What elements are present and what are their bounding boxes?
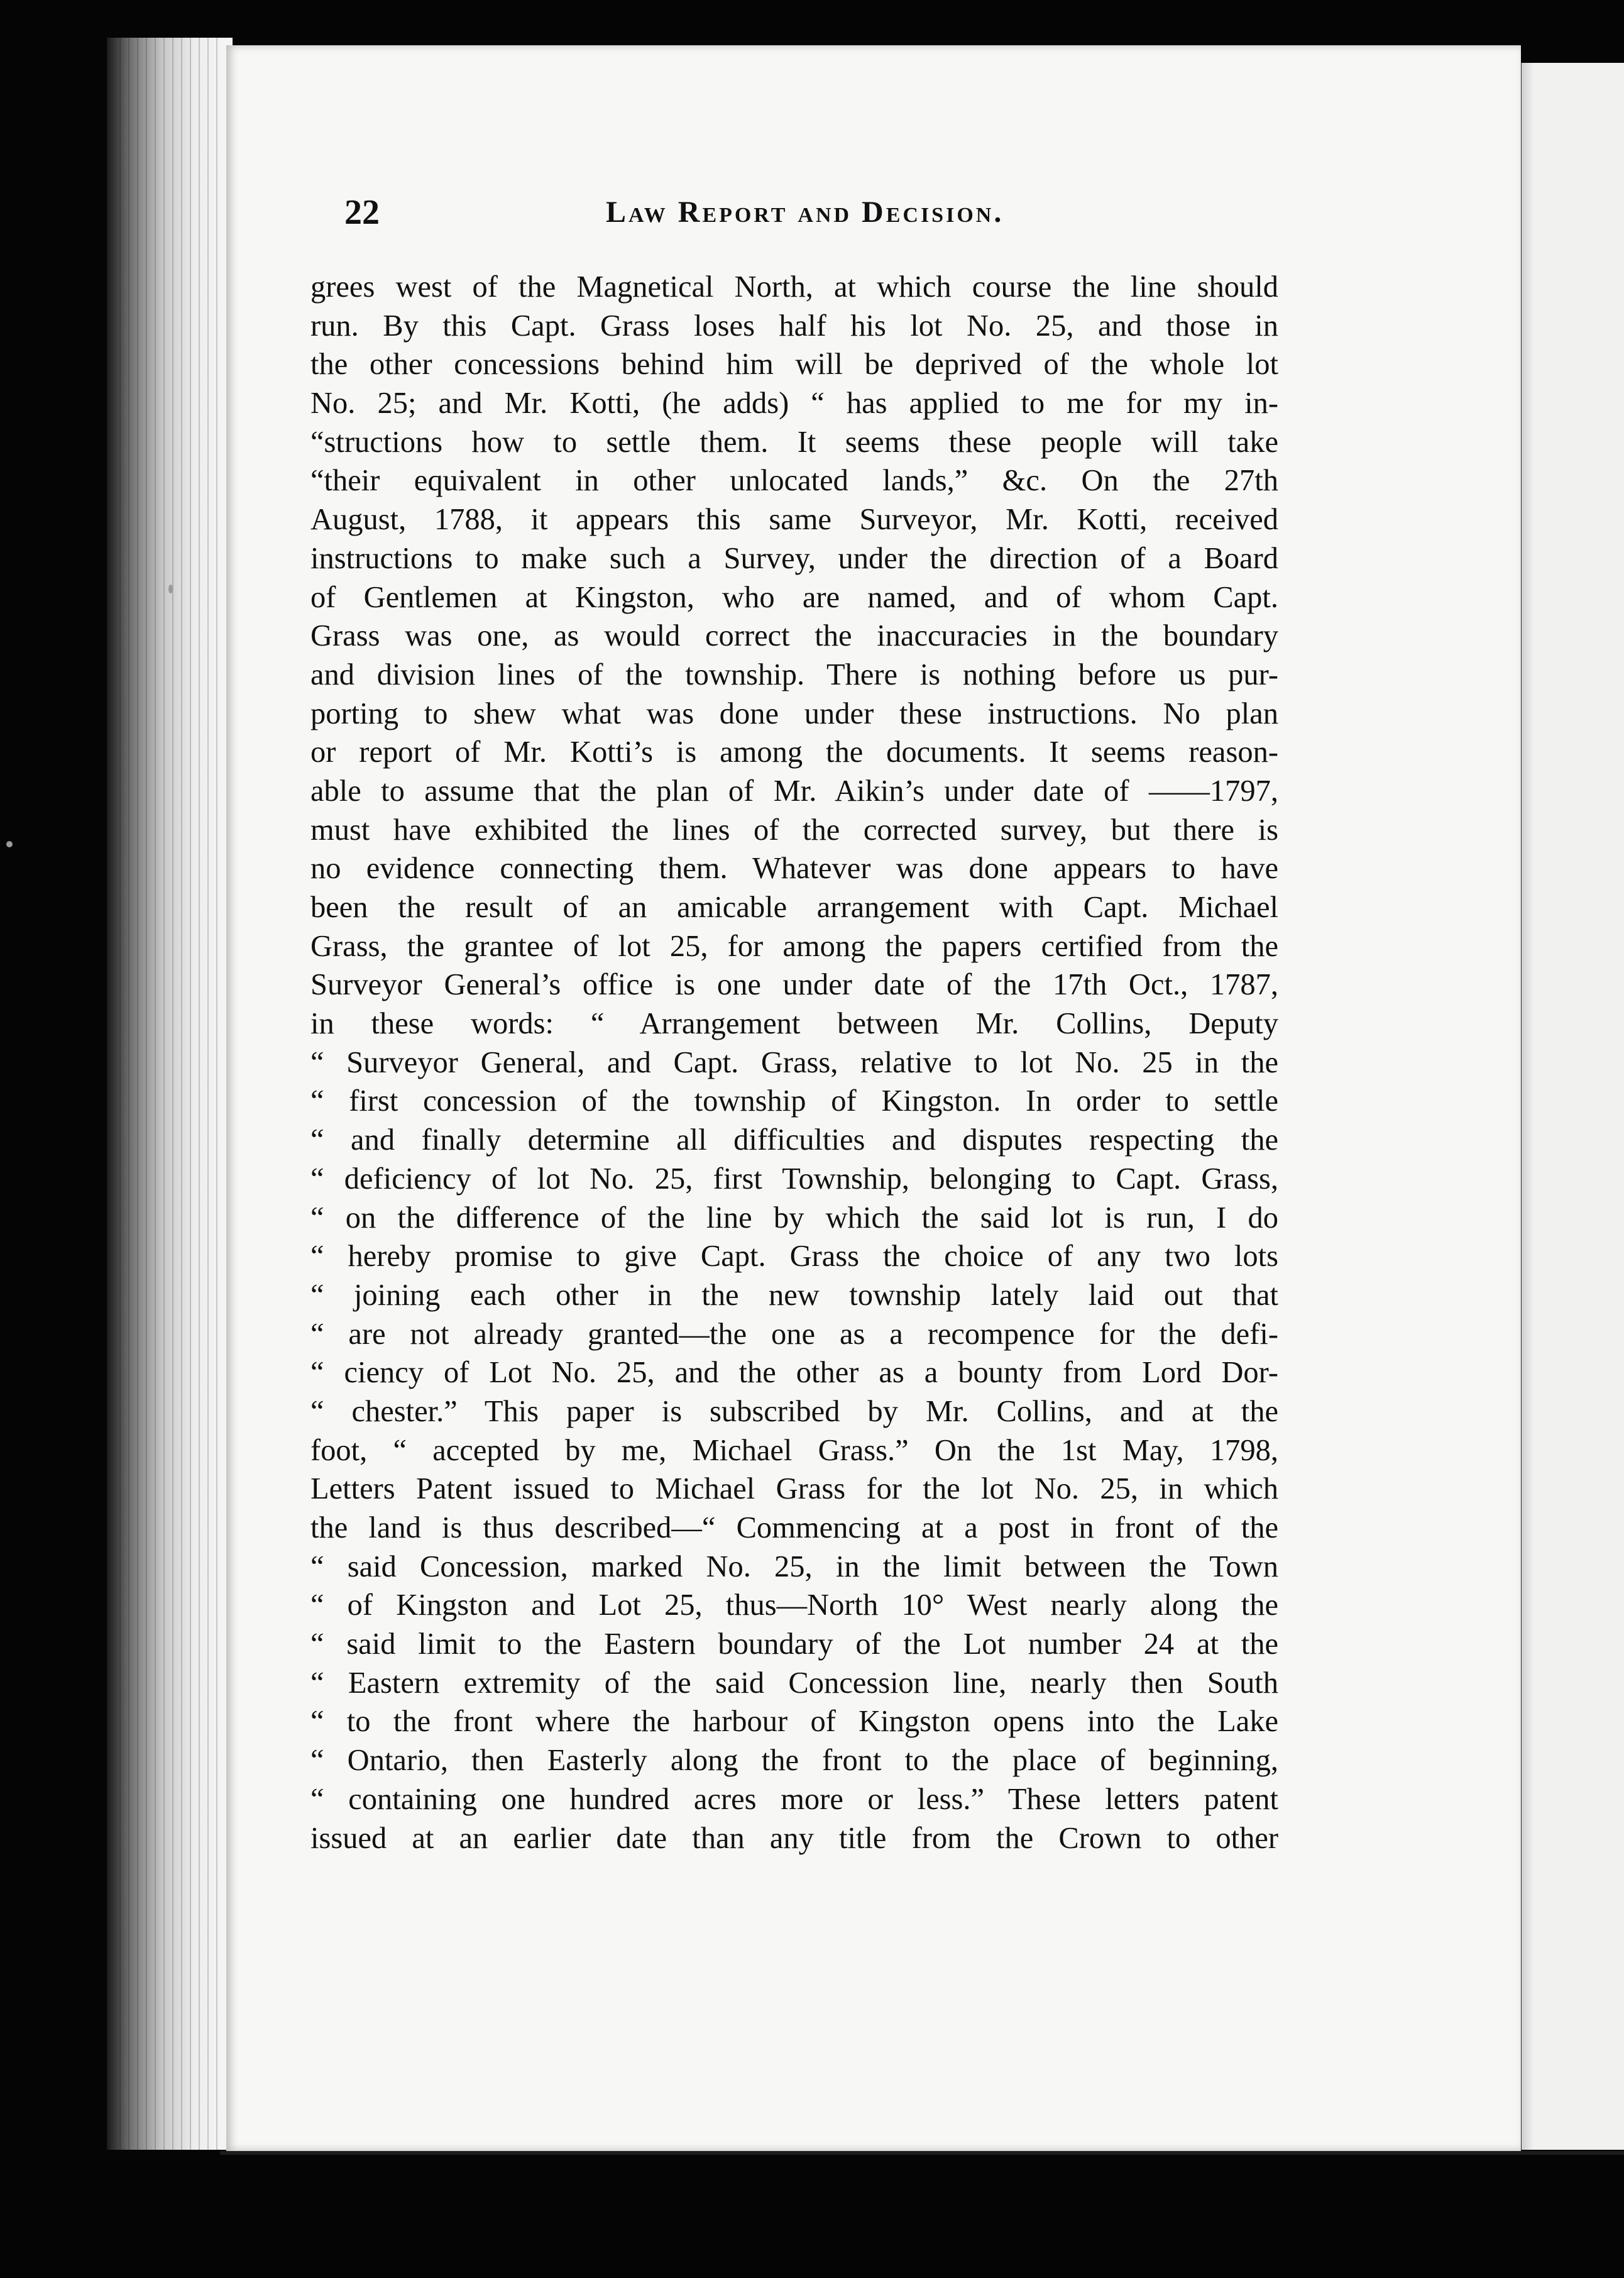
text-line: “ on the difference of the line by which the said lot is run, I do <box>310 1201 1278 1235</box>
text-line: “ Eastern extremity of the said Concession line, nearly then South <box>310 1666 1278 1700</box>
text-line: “ chester.” This paper is subscribed by Mr. Collins, and at the <box>310 1394 1278 1428</box>
text-line: “ ciency of Lot No. 25, and the other as a bounty from Lord Dor- <box>310 1356 1278 1390</box>
text-line: No. 25; and Mr. Kotti, (he adds) “ has applied to me for my in- <box>310 387 1278 421</box>
scan-speck <box>168 585 173 593</box>
right-page-border <box>1520 63 1534 2150</box>
text-line: run. By this Capt. Grass loses half his lot No. 25, and those in <box>310 309 1278 343</box>
text-line: the other concessions behind him will be deprived of the whole lot <box>310 348 1278 382</box>
text-line: in these words: “ Arrangement between Mr. Collins, Deputy <box>310 1007 1278 1041</box>
text-line: foot, “ accepted by me, Michael Grass.” On the 1st May, 1798, <box>310 1433 1278 1467</box>
text-line: “ joining each other in the new township lately laid out that <box>310 1278 1278 1312</box>
text-line: able to assume that the plan of Mr. Aikin’s under date of ——1797, <box>310 774 1278 808</box>
text-line: “ and finally determine all difficulties and disputes respecting the <box>310 1123 1278 1157</box>
text-line: or report of Mr. Kotti’s is among the documents. It seems reason- <box>310 735 1278 769</box>
body-text <box>310 268 1278 1857</box>
text-line: and division lines of the township. There is nothing before us pur- <box>310 658 1278 691</box>
facing-page-edge <box>1532 63 1624 2150</box>
text-line: the land is thus described—“ Commencing at a post in front of the <box>310 1511 1278 1544</box>
running-title: Law Report and Decision. <box>606 195 1004 229</box>
text-line: issued at an earlier date than any title from the Crown to other <box>310 1821 1278 1855</box>
text-line: “ of Kingston and Lot 25, thus—North 10° West nearly along the <box>310 1588 1278 1622</box>
text-line: “ Surveyor General, and Capt. Grass, relative to lot No. 25 in the <box>310 1045 1278 1079</box>
text-line: been the result of an amicable arrangement with Capt. Michael <box>310 891 1278 924</box>
gutter-page-edges <box>119 38 220 2150</box>
text-line: “ deficiency of lot No. 25, first Township, belonging to Capt. Grass, <box>310 1162 1278 1196</box>
text-line: “ are not already granted—the one as a recompence for the defi- <box>310 1317 1278 1351</box>
bottom-page-border <box>220 2151 1624 2155</box>
text-line: Surveyor General’s office is one under date of the 17th Oct., 1787, <box>310 968 1278 1002</box>
text-line: “ hereby promise to give Capt. Grass the choice of any two lots <box>310 1240 1278 1274</box>
text-line: “ first concession of the township of Kingston. In order to settle <box>310 1084 1278 1118</box>
text-line: “ to the front where the harbour of Kingston opens into the Lake <box>310 1705 1278 1739</box>
text-line: “their equivalent in other unlocated lands,” &c. On the 27th <box>310 464 1278 498</box>
scan-speck <box>6 841 13 847</box>
text-line: must have exhibited the lines of the corrected survey, but there is <box>310 813 1278 847</box>
page-number: 22 <box>344 193 380 232</box>
text-line: no evidence connecting them. Whatever was done appears to have <box>310 852 1278 886</box>
text-line: instructions to make such a Survey, under the direction of a Board <box>310 541 1278 575</box>
page-header <box>344 192 1287 243</box>
text-line: of Gentlemen at Kingston, who are named, and of whom Capt. <box>310 580 1278 614</box>
text-line: Grass was one, as would correct the inaccuracies in the boundary <box>310 619 1278 653</box>
text-line: grees west of the Magnetical North, at which course the line should <box>310 270 1278 304</box>
text-line: Letters Patent issued to Michael Grass for the lot No. 25, in which <box>310 1472 1278 1506</box>
text-line: porting to shew what was done under these instructions. No plan <box>310 696 1278 730</box>
text-line: Grass, the grantee of lot 25, for among the papers certified from the <box>310 929 1278 963</box>
text-line: “ said limit to the Eastern boundary of the Lot number 24 at the <box>310 1627 1278 1661</box>
text-line: August, 1788, it appears this same Surveyor, Mr. Kotti, received <box>310 503 1278 537</box>
text-line: “ containing one hundred acres more or less.” These letters patent <box>310 1782 1278 1816</box>
text-line: “ Ontario, then Easterly along the front to the place of beginning, <box>310 1744 1278 1778</box>
text-line: “ said Concession, marked No. 25, in the limit between the Town <box>310 1549 1278 1583</box>
text-line: “structions how to settle them. It seems these people will take <box>310 425 1278 459</box>
